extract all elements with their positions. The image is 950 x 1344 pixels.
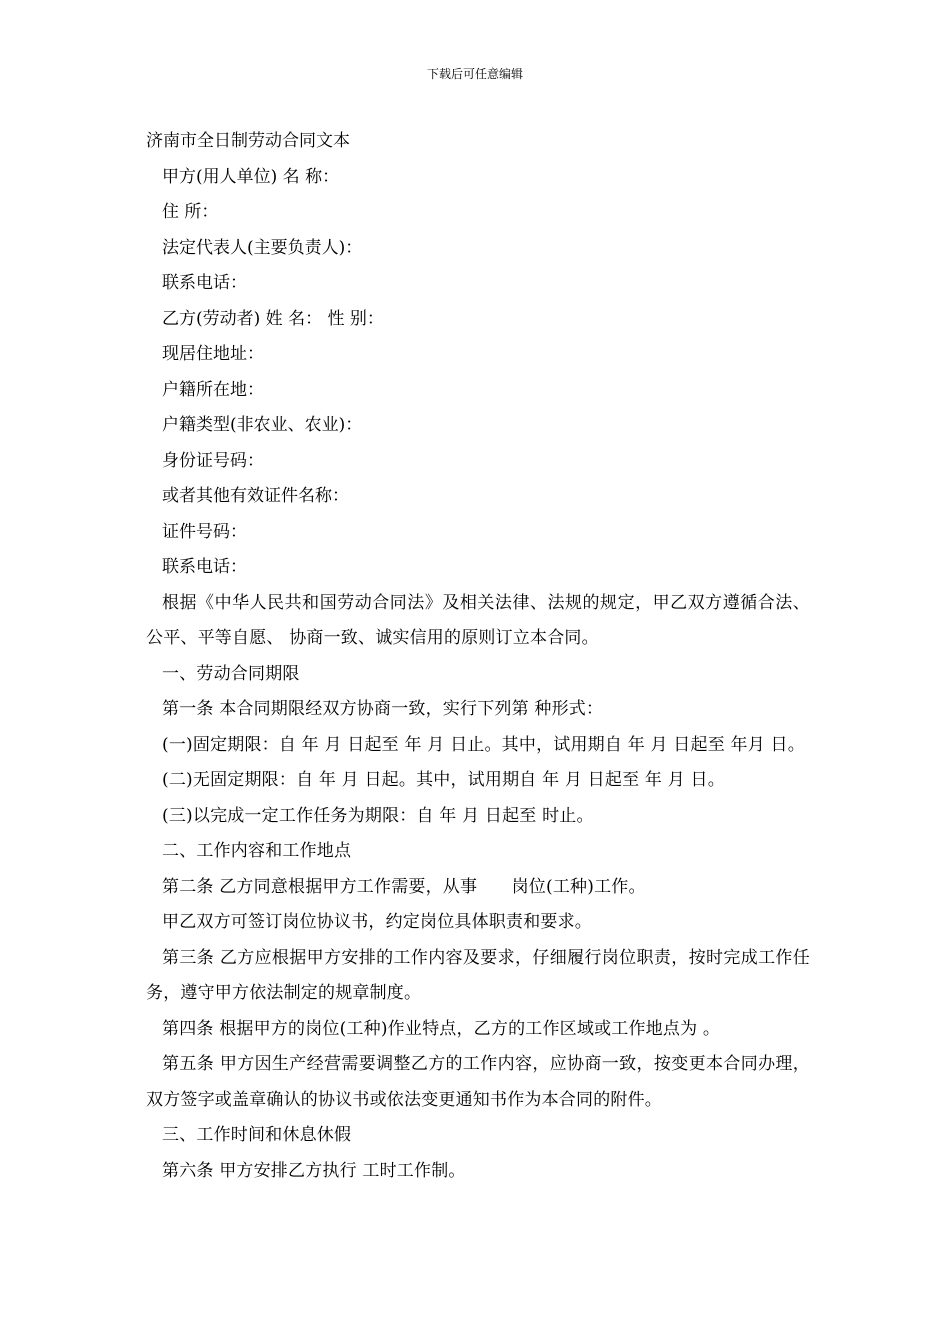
preamble-paragraph: 根据《中华人民共和国劳动合同法》及相关法律、法规的规定，甲乙双方遵循合法、公平、平等自愿、 协商一致、诚实信用的原则订立本合同。	[146, 592, 810, 648]
article-2-note: 甲乙双方可签订岗位协议书，约定岗位具体职责和要求。	[162, 912, 592, 932]
article-1-option-2: (二)无固定期限：自 年 月 日起。其中，试用期自 年 月 日起至 年 月 日。	[162, 770, 725, 790]
employer-address-line: 住 所：	[162, 202, 219, 222]
section-heading-working-hours: 三、工作时间和休息休假	[162, 1125, 352, 1145]
other-id-name-line: 或者其他有效证件名称：	[162, 486, 349, 506]
id-number-line: 身份证号码：	[162, 450, 264, 471]
section-heading-work-content: 二、工作内容和工作地点	[162, 841, 352, 861]
legal-representative-line: 法定代表人(主要负责人)：	[162, 237, 363, 258]
article-1: 第一条 本合同期限经双方协商一致，实行下列第 种形式：	[162, 699, 604, 719]
article-1-option-3: (三)以完成一定工作任务为期限：自 年 月 日起至 时止。	[162, 805, 594, 826]
article-2: 第二条 乙方同意根据甲方工作需要，从事 岗位(工种)工作。	[162, 876, 646, 897]
household-type-line: 户籍类型(非农业、农业)：	[162, 415, 363, 435]
employee-address-line: 现居住地址：	[162, 344, 264, 364]
employer-phone-line: 联系电话：	[162, 273, 247, 293]
article-1-option-1: (一)固定期限：自 年 月 日起至 年 月 日止。其中，试用期自 年 月 日起至 年月 日。	[162, 734, 805, 755]
employee-name-gender-line: 乙方(劳动者) 姓 名： 性 别：	[162, 308, 384, 329]
employer-name-line: 甲方(用人单位) 名 称：	[162, 166, 340, 187]
page-header-note: 下载后可任意编辑	[426, 67, 523, 81]
household-location-line: 户籍所在地：	[162, 379, 264, 400]
article-4: 第四条 根据甲方的岗位(工种)作业特点，乙方的工作区域或工作地点为 。	[162, 1018, 721, 1039]
employee-phone-line: 联系电话：	[162, 557, 247, 577]
section-heading-contract-term: 一、劳动合同期限	[162, 663, 300, 684]
document-title: 济南市全日制劳动合同文本	[146, 131, 350, 151]
article-3: 第三条 乙方应根据甲方安排的工作内容及要求，仔细履行岗位职责，按时完成工作任务，遵守甲方依法制定的规章制度。	[146, 947, 810, 1003]
article-6: 第六条 甲方安排乙方执行 工时工作制。	[162, 1160, 466, 1181]
article-5: 第五条 甲方因生产经营需要调整乙方的工作内容，应协商一致，按变更本合同办理，双方签字或盖章确认的协议书或依法变更通知书作为本合同的附件。	[146, 1054, 810, 1110]
document-body	[146, 124, 810, 1189]
certificate-number-line: 证件号码：	[162, 521, 247, 542]
